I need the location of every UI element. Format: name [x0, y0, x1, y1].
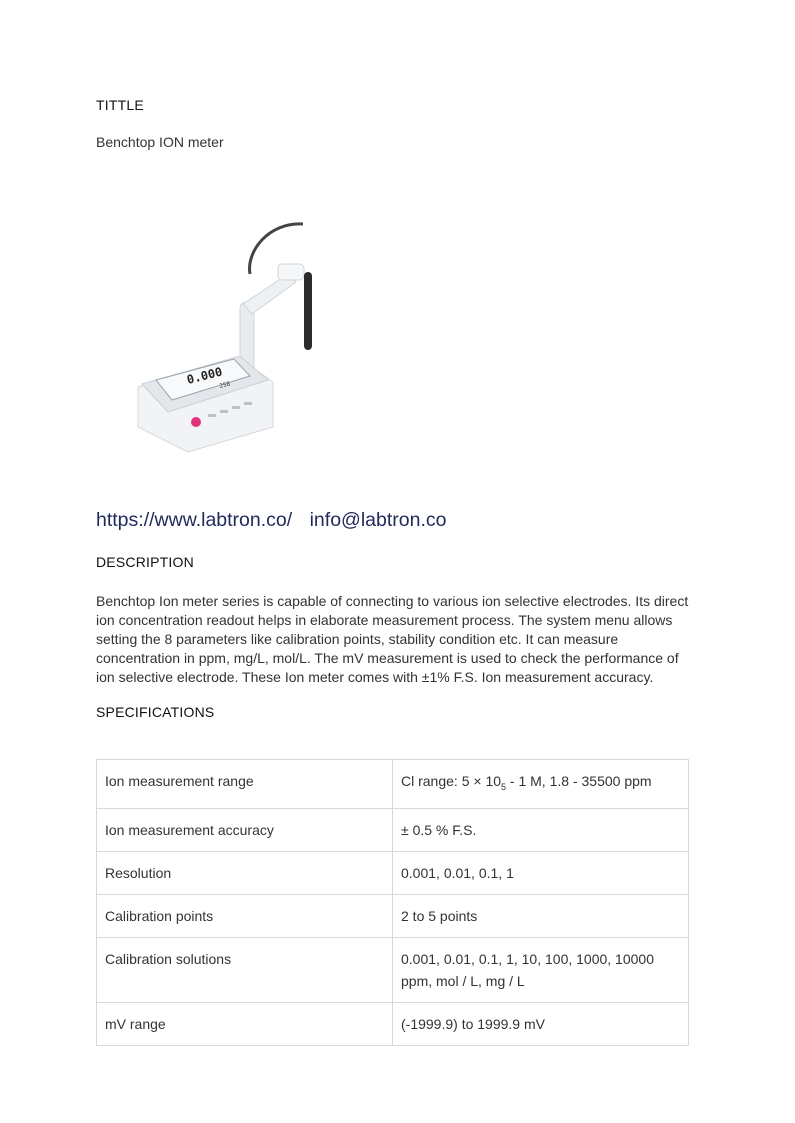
table-row [97, 894, 689, 937]
specifications-label: SPECIFICATIONS [96, 704, 215, 720]
spec-value-text: Cl range: 5 × 10 [401, 773, 502, 789]
spec-key: Resolution [97, 851, 393, 894]
key-button-2 [220, 410, 228, 413]
table-row [97, 1002, 689, 1045]
spec-value: 2 to 5 points [393, 894, 689, 937]
table-row [97, 851, 689, 894]
website-link[interactable]: https://www.labtron.co/ [96, 509, 293, 531]
description-label: DESCRIPTION [96, 554, 194, 570]
key-button-4 [244, 402, 252, 405]
key-button-3 [232, 406, 240, 409]
product-image [128, 212, 328, 462]
table-row [97, 808, 689, 851]
spec-value-exponent: 5 [501, 781, 507, 792]
spec-key: Ion measurement range [97, 760, 393, 809]
specifications-table [96, 759, 689, 1046]
spec-value [393, 760, 689, 809]
spec-key: Calibration solutions [97, 937, 393, 1002]
spec-value-text: - 1 M, 1.8 - 35500 ppm [506, 773, 652, 789]
electrode [304, 272, 312, 350]
contact-links [96, 509, 458, 532]
spec-value: 0.001, 0.01, 0.1, 1, 10, 100, 1000, 10000 ppm, mol / L, mg / L [393, 937, 689, 1002]
spec-value: (-1999.9) to 1999.9 mV [393, 1002, 689, 1045]
table-row [97, 760, 689, 809]
description-text: Benchtop Ion meter series is capable of connecting to various ion selective electrodes. Its direct ion concentration readout helps in elaborate measurement process. The system menu allows setting the 8 parameters like calibration points, stability condition etc. It can measure concentration in ppm, mg/L, mol/L. The mV measurement is used to check the performance of ion selective electrode. These Ion meter comes with ±1% F.S. Ion measurement accuracy. [96, 593, 689, 685]
electrode-holder [278, 264, 304, 280]
meter-subdisplay: 258 [218, 380, 232, 390]
key-button-1 [208, 414, 216, 417]
product-name: Benchtop ION meter [96, 134, 224, 150]
power-button [191, 417, 201, 427]
email-link[interactable]: info@labtron.co [309, 509, 447, 531]
spec-key: mV range [97, 1002, 393, 1045]
spec-key: Ion measurement accuracy [97, 808, 393, 851]
title-label: TITTLE [96, 97, 144, 113]
spec-key: Calibration points [97, 894, 393, 937]
spec-value: 0.001, 0.01, 0.1, 1 [393, 851, 689, 894]
spec-value: ± 0.5 % F.S. [393, 808, 689, 851]
table-row [97, 937, 689, 1002]
meter-display: 0.000 [185, 364, 224, 387]
